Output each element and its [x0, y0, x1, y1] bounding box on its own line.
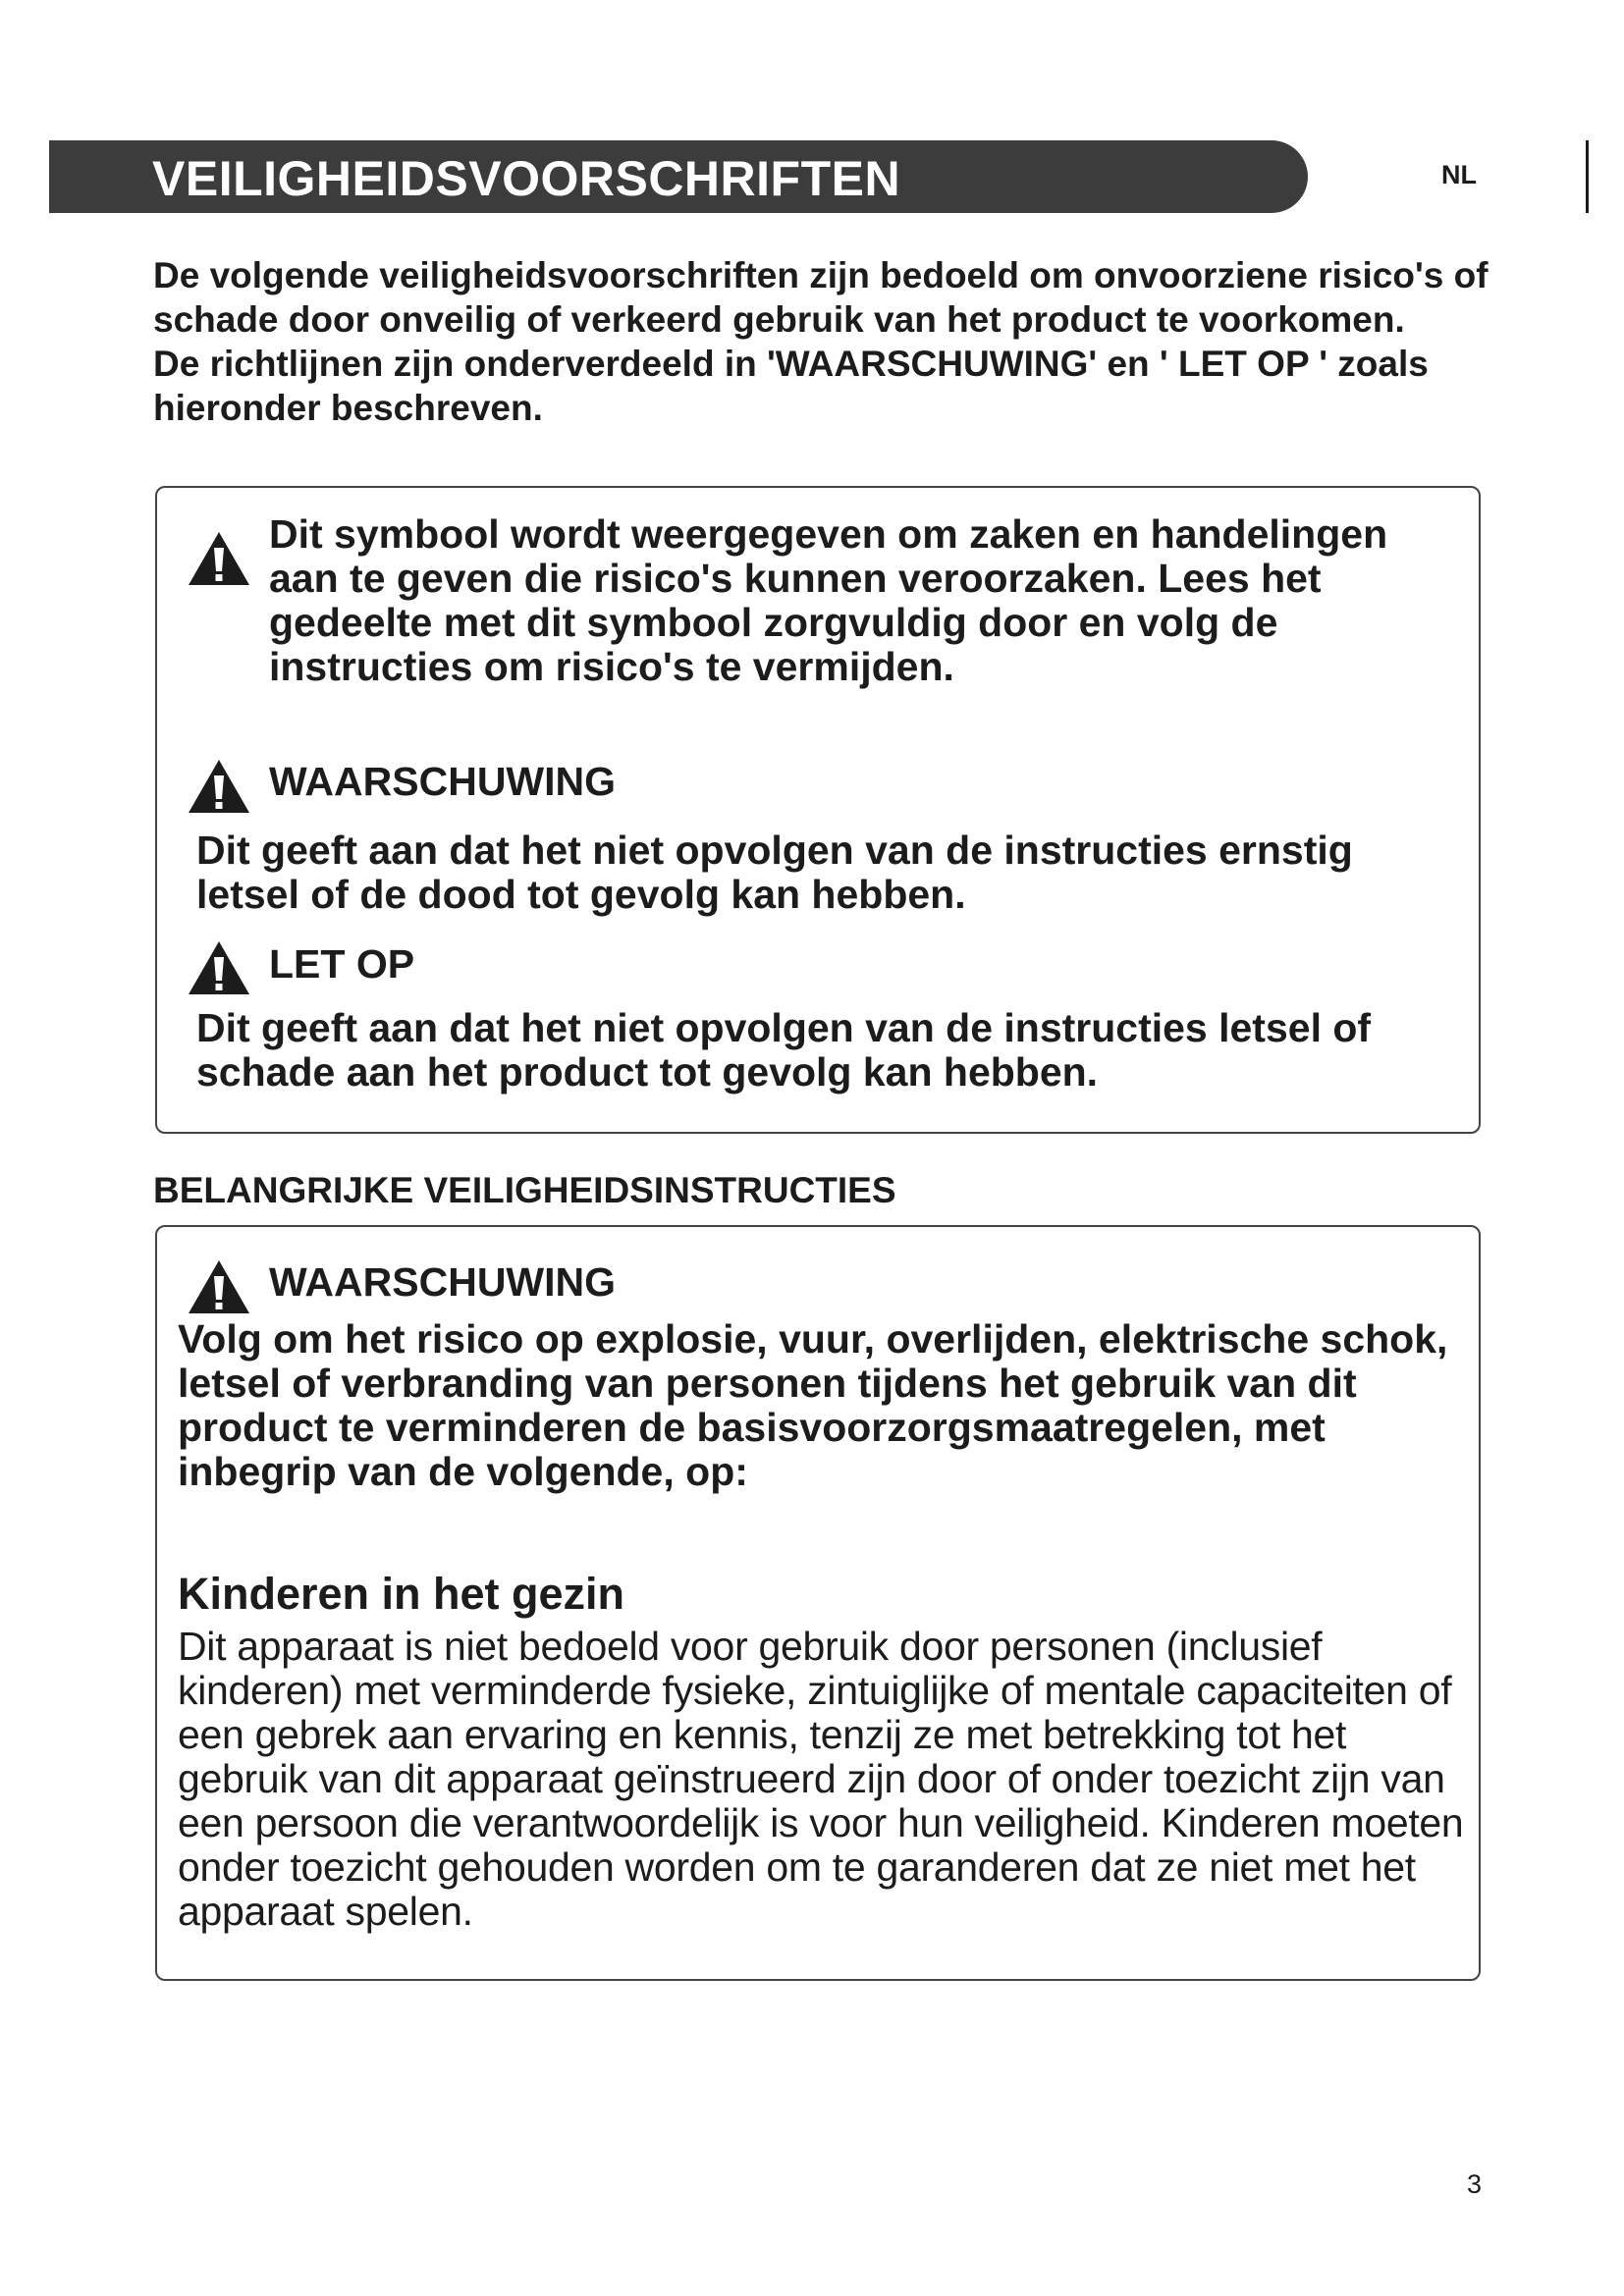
- caution-label: LET OP: [269, 941, 415, 987]
- warning-label: WAARSCHUWING: [269, 759, 617, 804]
- warning-label: WAARSCHUWING: [269, 1259, 617, 1305]
- warning-triangle-icon: [187, 939, 251, 996]
- intro-text: [153, 253, 1489, 430]
- children-body-text: Dit apparaat is niet bedoeld voor gebruik door personen (inclusief kinderen) met verminderde fysieke, zintuiglijke of mentale capaciteiten of een gebrek aan ervaring en kennis, tenzij ze met betrekking tot het gebruik van dit apparaat geïnstrueerd zijn door of onder toezicht zijn van een persoon die verantwoordelijk is voor hun veiligheid. Kinderen moeten onder toezicht gehouden worden om te garanderen dat ze niet met het apparaat spelen.: [178, 1624, 1464, 1934]
- warning-triangle-icon: [187, 530, 251, 587]
- page-title: VEILIGHEIDSVOORSCHRIFTEN: [152, 151, 901, 206]
- page-number: 3: [1467, 2169, 1483, 2199]
- warning-instruction: Volg om het risico op explosie, vuur, overlijden, elektrische schok, letsel of verbranding van personen tijdens het gebruik van dit product te verminderen de basisvoorzorgsmaatregelen, met inbegrip van de volgende, op:: [178, 1316, 1448, 1494]
- warning-triangle-icon: [187, 758, 251, 815]
- warning-description: Dit geeft aan dat het niet opvolgen van de instructies ernstig letsel of de dood tot gevolg kan hebben.: [196, 828, 1353, 917]
- intro-paragraph: De richtlijnen zijn onderverdeeld in 'WAARSCHUWING' en ' LET OP ' zoals hieronder beschreven.: [153, 344, 1429, 428]
- warning-triangle-icon: [187, 1258, 251, 1315]
- caution-description: Dit geeft aan dat het niet opvolgen van de instructies letsel of schade aan het product tot gevolg kan hebben.: [196, 1005, 1372, 1095]
- language-code: NL: [1441, 160, 1477, 189]
- symbol-description: Dit symbool wordt weergegeven om zaken en handelingen aan te geven die risico's kunnen veroorzaken. Lees het gedeelte met dit symbool zorgvuldig door en volg de instructies om risico's te vermijden.: [269, 511, 1388, 689]
- section-heading: BELANGRIJKE VEILIGHEIDSINSTRUCTIES: [153, 1170, 896, 1210]
- intro-paragraph: De volgende veiligheidsvoorschriften zijn bedoeld om onvoorziene risico's of schade door onveilig of verkeerd gebruik van het product te voorkomen.: [153, 255, 1489, 340]
- page-edge-marker: [1586, 140, 1589, 213]
- children-subheading: Kinderen in het gezin: [178, 1569, 625, 1619]
